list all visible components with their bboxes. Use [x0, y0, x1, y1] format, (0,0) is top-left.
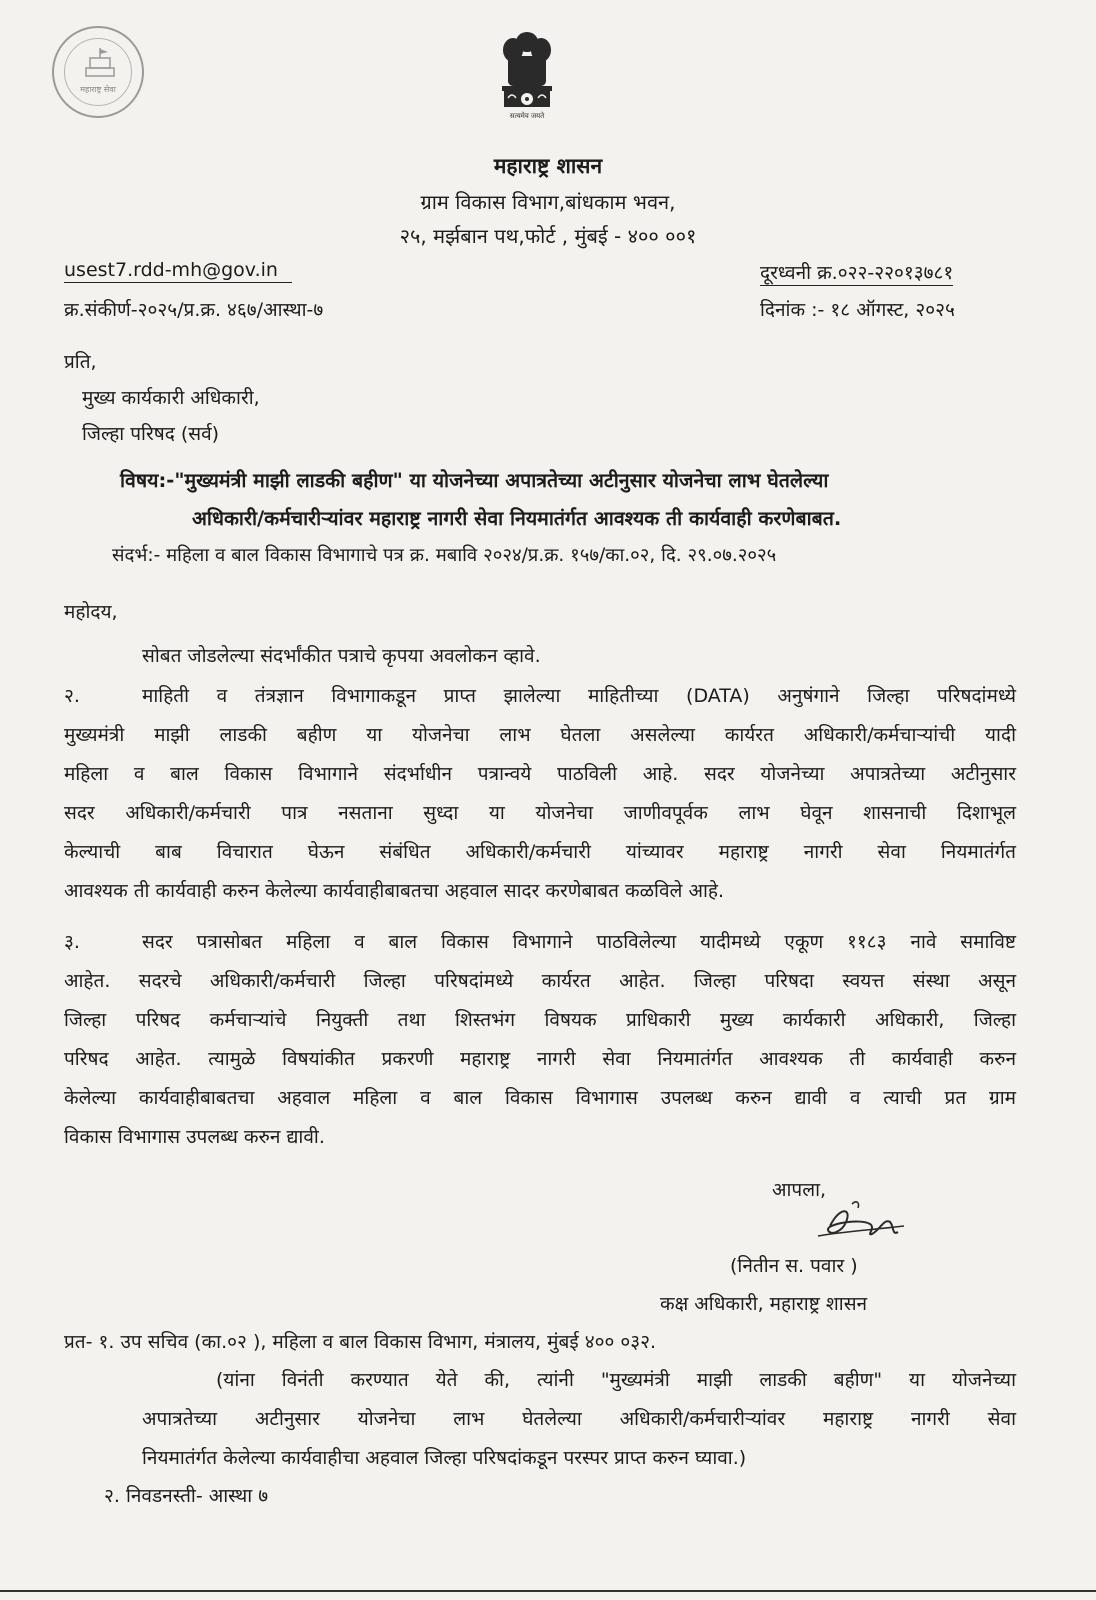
paragraph-3-number: ३.	[64, 931, 80, 953]
paragraph-2-line: केल्याची बाब विचारात घेऊन संबंधित अधिकारी/कर्मचारी यांच्यावर महाराष्ट्र नागरी सेवा नियमातंर्गत	[64, 841, 1016, 863]
copy-to-note-line: अपात्रतेच्या अटीनुसार योजनेचा लाभ घेतलेल्या अधिकारी/कर्मचारीऱ्यांवर महाराष्ट्र नागरी सेवा	[142, 1408, 1016, 1430]
paragraph-2-line: आवश्यक ती कार्यवाही करुन केलेल्या कार्यवाहीबाबतचा अहवाल सादर करणेबाबत कळविले आहे.	[64, 880, 724, 902]
phone-number: दूरध्वनी क्र.०२२-२२०१३७८१	[760, 262, 954, 284]
paragraph-3-line: परिषद आहेत. त्यामुळे विषयांकीत प्रकरणी महाराष्ट्र नागरी सेवा नियमातंर्गत आवश्यक ती कार्यवाही करुन	[64, 1048, 1016, 1070]
paragraph-2-line: महिला व बाल विकास विभागाने संदर्भाधीन पत्रान्वये पाठविली आहे. सदर योजनेच्या अपात्रतेच्या अटीनुसार	[64, 763, 1016, 785]
paragraph-3-line: विकास विभागास उपलब्ध करुन द्यावी.	[64, 1126, 325, 1148]
closing: आपला,	[772, 1179, 827, 1201]
paragraph-3-line: सदर पत्रासोबत महिला व बाल विकास विभागाने पाठविलेल्या यादीमध्ये एकूण ११८३ नावे समाविष्ट	[142, 931, 1016, 953]
department-seal	[52, 26, 144, 118]
signatory-designation: कक्ष अधिकारी, महाराष्ट्र शासन	[660, 1293, 868, 1315]
paragraph-2-line: मुख्यमंत्री माझी लाडकी बहीण या योजनेचा लाभ घेतला असलेल्या कार्यरत अधिकारी/कर्मचाऱ्यांची यादी	[64, 724, 1016, 746]
emblem-caption: सत्यमेव जयते	[509, 112, 545, 120]
copy-to-note-line: (यांना विनंती करण्यात येते की, त्यांनी "मुख्यमंत्री माझी लाडकी बहीण" या योजनेच्या	[216, 1369, 1016, 1391]
subject-line2: अधिकारी/कर्मचारीऱ्यांवर महाराष्ट्र नागरी सेवा नियमातंर्गत आवश्यक ती कार्यवाही करणेबाबत.	[192, 507, 842, 530]
paragraph-2-line: सदर अधिकारी/कर्मचारी पात्र नसताना सुध्दा या योजनेचा जाणीवपूर्वक लाभ घेवून शासनाची दिशाभूल	[64, 802, 1016, 824]
email-address: usest7.rdd-mh@gov.in	[64, 259, 292, 283]
paragraph-3-line: जिल्हा परिषद कर्मचाऱ्यांचे नियुक्ती तथा शिस्तभंग विषयक प्राधिकारी मुख्य कार्यकारी अधिकारी, जिल्हा	[64, 1009, 1016, 1031]
bottom-rule	[0, 1590, 1096, 1592]
paragraph-1: सोबत जोडलेल्या संदर्भांकीत पत्राचे कृपया अवलोकन व्हावे.	[142, 645, 541, 667]
recipient-line1: मुख्य कार्यकारी अधिकारी,	[82, 387, 260, 409]
signatory-name: (नितीन स. पवार )	[730, 1255, 858, 1277]
paragraph-2-line: माहिती व तंत्रज्ञान विभागाकडून प्राप्त झालेल्या माहितीच्या (DATA) अनुषंगाने जिल्हा परिषदांमध्ये	[142, 685, 1016, 707]
subject-line1: विषय:-"मुख्यमंत्री माझी लाडकी बहीण" या योजनेच्या अपात्रतेच्या अटीनुसार योजनेचा लाभ घेतलेल्या	[120, 469, 829, 492]
government-title: महाराष्ट्र शासन	[493, 154, 603, 178]
seal-building-icon	[82, 46, 118, 80]
recipient-to: प्रति,	[64, 351, 97, 373]
department-name: ग्राम विकास विभाग,बांधकाम भवन,	[420, 190, 676, 214]
national-emblem-icon	[496, 28, 558, 124]
paragraph-3-line: केलेल्या कार्यवाहीबाबतचा अहवाल महिला व बाल विकास विभागास उपलब्ध करुन द्यावी व त्याची प्रत ग्राम	[64, 1087, 1016, 1109]
paragraph-3-line: आहेत. सदरचे अधिकारी/कर्मचारी जिल्हा परिषदांमध्ये कार्यरत आहेत. जिल्हा परिषदा स्वयत्त संस्था असून	[64, 970, 1016, 992]
copy-to-item-2: २. निवडनस्ती- आस्था ७	[104, 1485, 269, 1507]
subject-reference: संदर्भ:- महिला व बाल विकास विभागाचे पत्र क्र. मबावि २०२४/प्र.क्र. १५७/का.०२, दि. २९.०७.२०२५	[112, 545, 777, 566]
copy-to-note-line: नियमातंर्गत केलेल्या कार्यवाहीचा अहवाल जिल्हा परिषदांकडून परस्पर प्राप्त करुन घ्यावा.)	[142, 1447, 747, 1469]
recipient-line2: जिल्हा परिषद (सर्व)	[82, 423, 220, 445]
letter-date: दिनांक :- १८ ऑगस्ट, २०२५	[760, 299, 955, 321]
copy-to-item-1: प्रत- १. उप सचिव (का.०२ ), महिला व बाल विकास विभाग, मंत्रालय, मुंबई ४०० ०३२.	[64, 1331, 657, 1353]
reference-number: क्र.संकीर्ण-२०२५/प्र.क्र. ४६७/आस्था-७	[64, 299, 324, 321]
signature-mark	[800, 1196, 910, 1252]
department-address: २५, मर्झबान पथ,फोर्ट , मुंबई - ४०० ००१	[399, 224, 697, 248]
seal-caption: महाराष्ट्र सेवा	[80, 85, 116, 94]
salutation: महोदय,	[64, 601, 118, 623]
paragraph-2-number: २.	[64, 685, 80, 707]
